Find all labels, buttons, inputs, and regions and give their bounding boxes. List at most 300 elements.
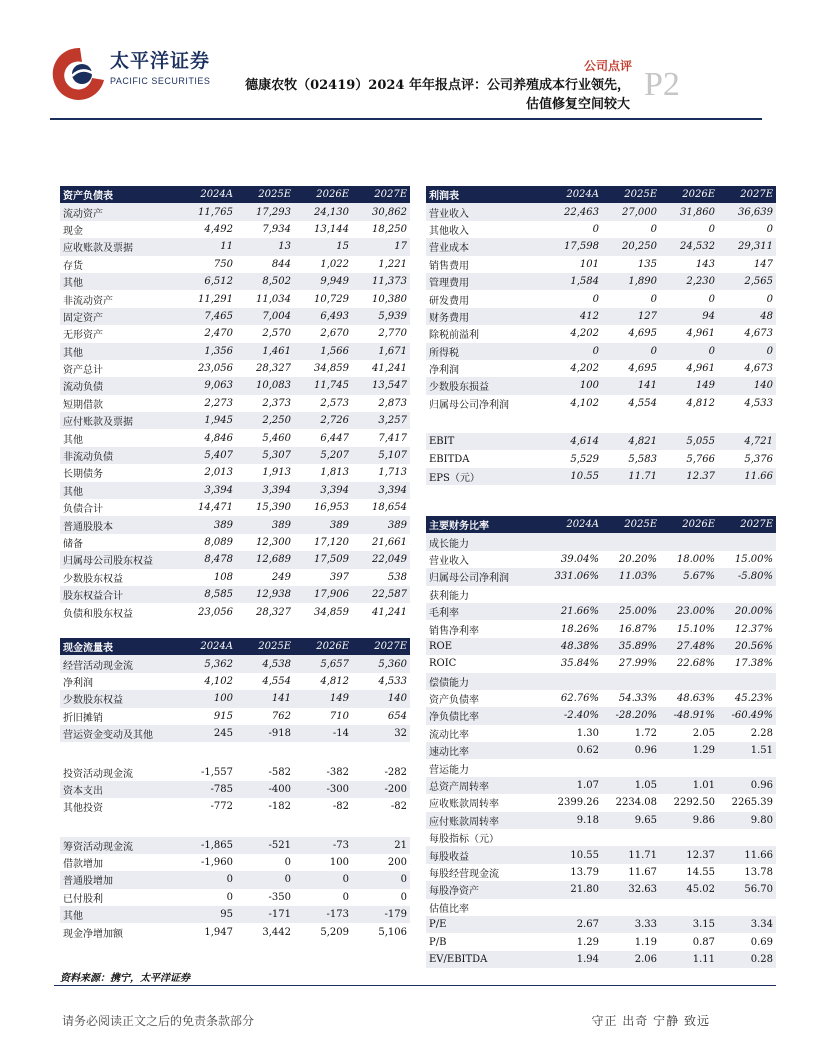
cell-value: 2,770 xyxy=(352,325,410,342)
cell-value: 4,846 xyxy=(178,429,236,446)
row-label: EPS（元） xyxy=(426,468,544,485)
cell-value: 141 xyxy=(602,377,660,394)
cell-value: 10,380 xyxy=(352,290,410,307)
table-row xyxy=(426,846,776,863)
cell-value: 3,394 xyxy=(236,482,294,499)
table-row xyxy=(60,482,410,499)
table-row xyxy=(426,221,776,238)
cell-value: 1,947 xyxy=(178,923,236,940)
cell-value: -179 xyxy=(352,906,410,923)
year-column-header: 2025E xyxy=(236,638,294,655)
cell-value xyxy=(544,533,602,550)
table-row xyxy=(426,603,776,620)
cell-value: 5,376 xyxy=(718,450,776,467)
table-row xyxy=(426,638,776,655)
cell-value: 0 xyxy=(544,221,602,238)
page-number: P2 xyxy=(644,66,680,103)
cell-value: 18.26% xyxy=(544,620,602,637)
table-row xyxy=(426,343,776,360)
row-label: 其他收入 xyxy=(426,221,544,238)
table-row xyxy=(426,759,776,776)
cell-value: 21 xyxy=(352,837,410,854)
cell-value: 0 xyxy=(294,871,352,888)
cell-value: 23,056 xyxy=(178,360,236,377)
cell-value: 11.67 xyxy=(602,864,660,881)
cell-value: 0 xyxy=(660,290,718,307)
cell-value: 0 xyxy=(352,889,410,906)
report-title xyxy=(170,76,630,114)
cell-value xyxy=(718,533,776,550)
table-row xyxy=(60,343,410,360)
cell-value: 1,221 xyxy=(352,256,410,273)
cell-value: 18,250 xyxy=(352,221,410,238)
cell-value xyxy=(544,673,602,690)
cell-value: 2,470 xyxy=(178,325,236,342)
table-row xyxy=(426,620,776,637)
table-row xyxy=(426,568,776,585)
row-label: 资产总计 xyxy=(60,360,178,377)
cell-value: 1,566 xyxy=(294,343,352,360)
cell-value: 17,509 xyxy=(294,551,352,568)
cell-value: 5,055 xyxy=(660,433,718,450)
cell-value: 28,327 xyxy=(236,603,294,620)
table-row xyxy=(426,777,776,794)
row-label: 管理费用 xyxy=(426,273,544,290)
cell-value: 654 xyxy=(352,708,410,725)
year-column-header: 2027E xyxy=(352,638,410,655)
cell-value: 2.67 xyxy=(544,916,602,933)
data-source: 资料来源：携宁，太平洋证券 xyxy=(60,973,190,984)
row-label: 财务费用 xyxy=(426,308,544,325)
row-label: 速动比率 xyxy=(426,742,544,759)
cell-value: 24,130 xyxy=(294,203,352,220)
cell-value: 4,821 xyxy=(602,433,660,450)
row-label: 筹资活动现金流 xyxy=(60,837,178,854)
cell-value: 100 xyxy=(544,377,602,394)
table-header-row xyxy=(426,516,776,533)
cell-value: 4,102 xyxy=(544,395,602,412)
year-column-header: 2027E xyxy=(352,186,410,203)
cell-value: 45.02 xyxy=(660,881,718,898)
cell-value: 15,390 xyxy=(236,499,294,516)
cell-value: 27.48% xyxy=(660,638,718,655)
row-label: 负债和股东权益 xyxy=(60,603,178,620)
source-divider xyxy=(54,985,776,986)
cell-value: 11,745 xyxy=(294,377,352,394)
cell-value: 5,460 xyxy=(236,429,294,446)
cell-value: 8,585 xyxy=(178,586,236,603)
cell-value xyxy=(660,759,718,776)
cell-value: 7,004 xyxy=(236,308,294,325)
cell-value: 5,106 xyxy=(352,923,410,940)
cell-value: 24,532 xyxy=(660,238,718,255)
cell-value: 14.55 xyxy=(660,864,718,881)
cell-value: 127 xyxy=(602,308,660,325)
cell-value: 1,356 xyxy=(178,343,236,360)
cell-value: 12.37 xyxy=(660,846,718,863)
table-row xyxy=(426,673,776,690)
cell-value: 4,202 xyxy=(544,360,602,377)
row-label: 总资产周转率 xyxy=(426,777,544,794)
cell-value xyxy=(718,673,776,690)
cell-value: 22,049 xyxy=(352,551,410,568)
table-header-row xyxy=(60,638,410,655)
year-column-header: 2027E xyxy=(718,516,776,533)
cell-value: 140 xyxy=(352,690,410,707)
cell-value: 6,447 xyxy=(294,429,352,446)
row-label: 所得税 xyxy=(426,343,544,360)
table-row xyxy=(60,447,410,464)
title-line-2: 估值修复空间较大 xyxy=(525,97,630,112)
cell-value: 1.72 xyxy=(602,725,660,742)
cell-value: 2,230 xyxy=(660,273,718,290)
row-label: 流动资产 xyxy=(60,203,178,220)
table-row xyxy=(426,690,776,707)
row-label: 净利润 xyxy=(60,673,178,690)
cell-value: 100 xyxy=(294,854,352,871)
cell-value: 5,583 xyxy=(602,450,660,467)
table-row xyxy=(426,551,776,568)
year-column-header: 2025E xyxy=(602,516,660,533)
cell-value: 5,657 xyxy=(294,655,352,672)
cell-value: 1,584 xyxy=(544,273,602,290)
cell-value: 8,089 xyxy=(178,534,236,551)
cell-value: -400 xyxy=(236,781,294,798)
cell-value: 6,512 xyxy=(178,273,236,290)
table-row xyxy=(60,534,410,551)
cell-value: 4,202 xyxy=(544,325,602,342)
cell-value: 48.38% xyxy=(544,638,602,655)
cell-value: 23.00% xyxy=(660,603,718,620)
row-label: 现金净增加额 xyxy=(60,923,178,940)
year-column-header: 2026E xyxy=(294,638,352,655)
cell-value: 1.30 xyxy=(544,725,602,742)
year-column-header: 2025E xyxy=(236,186,294,203)
cell-value: 1.29 xyxy=(660,742,718,759)
cell-value: 2,670 xyxy=(294,325,352,342)
table-row xyxy=(60,499,410,516)
row-label: EBITDA xyxy=(426,450,544,467)
row-label: 其他 xyxy=(60,273,178,290)
row-label: 少数股东损益 xyxy=(426,377,544,394)
spacer-row xyxy=(60,816,410,837)
cell-value: 0 xyxy=(602,221,660,238)
cell-value: 20,250 xyxy=(602,238,660,255)
cell-value: 397 xyxy=(294,569,352,586)
cell-value: 12,689 xyxy=(236,551,294,568)
table-row xyxy=(426,256,776,273)
table-row xyxy=(426,794,776,811)
cell-value: 1,890 xyxy=(602,273,660,290)
table-row xyxy=(426,468,776,485)
cell-value: 2,873 xyxy=(352,395,410,412)
cell-value: 389 xyxy=(294,516,352,533)
cell-value: 9.65 xyxy=(602,812,660,829)
table-row xyxy=(60,290,410,307)
cell-value: 5,207 xyxy=(294,447,352,464)
table-row xyxy=(426,238,776,255)
cell-value: 5,362 xyxy=(178,655,236,672)
cell-value: 23,056 xyxy=(178,603,236,620)
cell-value: -73 xyxy=(294,837,352,854)
cell-value: 5,360 xyxy=(352,655,410,672)
cell-value: 10,083 xyxy=(236,377,294,394)
table-row xyxy=(426,864,776,881)
cell-value: 13,547 xyxy=(352,377,410,394)
cell-value: 9.18 xyxy=(544,812,602,829)
row-label: 除税前溢利 xyxy=(426,325,544,342)
row-label: 销售净利率 xyxy=(426,620,544,637)
cell-value: 0 xyxy=(602,343,660,360)
company-motto: 守正 出奇 宁静 致远 xyxy=(591,1014,710,1028)
table-title: 主要财务比率 xyxy=(426,516,544,533)
cell-value: 17,598 xyxy=(544,238,602,255)
row-label: 其他 xyxy=(60,429,178,446)
row-label: 其他 xyxy=(60,343,178,360)
cell-value: 3,394 xyxy=(294,482,352,499)
cell-value: 48.63% xyxy=(660,690,718,707)
table-row xyxy=(60,781,410,798)
cell-value: 2265.39 xyxy=(718,794,776,811)
table-row xyxy=(60,673,410,690)
cell-value: 0 xyxy=(178,889,236,906)
cell-value xyxy=(718,829,776,846)
cell-value: 2,570 xyxy=(236,325,294,342)
table-row xyxy=(60,256,410,273)
row-label: 其他投资 xyxy=(60,798,178,815)
logo-text-cn: 太平洋证券 xyxy=(110,50,211,72)
cell-value: 3,394 xyxy=(178,482,236,499)
row-label: 流动负债 xyxy=(60,377,178,394)
cell-value: 2,565 xyxy=(718,273,776,290)
cell-value: -5.80% xyxy=(718,568,776,585)
table-row xyxy=(426,360,776,377)
cell-value: 62.76% xyxy=(544,690,602,707)
cell-value: 0 xyxy=(236,854,294,871)
cell-value: 11 xyxy=(178,238,236,255)
cell-value: 0 xyxy=(718,290,776,307)
year-column-header: 2026E xyxy=(294,186,352,203)
disclaimer-note: 请务必阅读正文之后的免责条款部分 xyxy=(62,1014,255,1028)
cell-value: 13.79 xyxy=(544,864,602,881)
cell-value: 0 xyxy=(544,290,602,307)
cell-value: 4,492 xyxy=(178,221,236,238)
spacer-row xyxy=(426,412,776,433)
table-row xyxy=(426,916,776,933)
year-column-header: 2026E xyxy=(660,516,718,533)
cell-value: 2,373 xyxy=(236,395,294,412)
table-row xyxy=(426,725,776,742)
cell-value xyxy=(660,829,718,846)
row-label: 净利润 xyxy=(426,360,544,377)
row-label: 少数股东权益 xyxy=(60,569,178,586)
row-label: 固定资产 xyxy=(60,308,178,325)
table-row xyxy=(60,516,410,533)
financial-ratios-table xyxy=(426,516,776,968)
row-label: 应付账款及票据 xyxy=(60,412,178,429)
cell-value: 4,961 xyxy=(660,325,718,342)
cell-value: 149 xyxy=(660,377,718,394)
cell-value xyxy=(660,586,718,603)
cell-value: 17,293 xyxy=(236,203,294,220)
cell-value: 135 xyxy=(602,256,660,273)
row-label: 其他 xyxy=(60,482,178,499)
cell-value: 48 xyxy=(718,308,776,325)
year-column-header: 2025E xyxy=(602,186,660,203)
cell-value xyxy=(718,586,776,603)
cell-value: 1,022 xyxy=(294,256,352,273)
cell-value: 9.86 xyxy=(660,812,718,829)
cell-value: 710 xyxy=(294,708,352,725)
cell-value: 15.00% xyxy=(718,551,776,568)
row-label: 存货 xyxy=(60,256,178,273)
year-column-header: 2024A xyxy=(544,516,602,533)
table-header-row xyxy=(426,186,776,203)
cell-value: 4,812 xyxy=(660,395,718,412)
row-label: 应付账款周转率 xyxy=(426,812,544,829)
cell-value: 1.07 xyxy=(544,777,602,794)
row-label: EBIT xyxy=(426,433,544,450)
cell-value: 32.63 xyxy=(602,881,660,898)
row-label: 营业收入 xyxy=(426,551,544,568)
table-row xyxy=(60,690,410,707)
table-row xyxy=(60,906,410,923)
row-label: 每股收益 xyxy=(426,846,544,863)
income-statement-table xyxy=(426,186,776,485)
cell-value: 11,291 xyxy=(178,290,236,307)
cell-value: 1.05 xyxy=(602,777,660,794)
cell-value xyxy=(544,759,602,776)
table-row xyxy=(60,569,410,586)
cell-value: 0.62 xyxy=(544,742,602,759)
cell-value: 13,144 xyxy=(294,221,352,238)
table-row xyxy=(426,742,776,759)
row-label: 无形资产 xyxy=(60,325,178,342)
cell-value: 18.00% xyxy=(660,551,718,568)
cell-value: 12.37 xyxy=(660,468,718,485)
cell-value: 1,813 xyxy=(294,464,352,481)
row-label: 资产负债率 xyxy=(426,690,544,707)
spacer-row xyxy=(60,742,410,763)
row-label: 股东权益合计 xyxy=(60,586,178,603)
row-label: 非流动负债 xyxy=(60,447,178,464)
cell-value: 0 xyxy=(718,221,776,238)
cell-value: 0 xyxy=(352,871,410,888)
cell-value: 143 xyxy=(660,256,718,273)
cell-value: 1,945 xyxy=(178,412,236,429)
cell-value: 21.66% xyxy=(544,603,602,620)
cell-value: -350 xyxy=(236,889,294,906)
cell-value: 2,726 xyxy=(294,412,352,429)
row-label: 归属母公司净利润 xyxy=(426,568,544,585)
cell-value: 22,463 xyxy=(544,203,602,220)
cell-value: 5,939 xyxy=(352,308,410,325)
row-label: 应收账款周转率 xyxy=(426,794,544,811)
cell-value xyxy=(718,759,776,776)
cell-value: 35.89% xyxy=(602,638,660,655)
cell-value: 5,766 xyxy=(660,450,718,467)
cell-value: 12,938 xyxy=(236,586,294,603)
cell-value: 0 xyxy=(718,343,776,360)
row-label: 偿债能力 xyxy=(426,673,544,690)
cell-value: 10,729 xyxy=(294,290,352,307)
table-row xyxy=(60,395,410,412)
cell-value: 4,102 xyxy=(178,673,236,690)
cell-value: 17,120 xyxy=(294,534,352,551)
cell-value: 25.00% xyxy=(602,603,660,620)
cell-value: 54.33% xyxy=(602,690,660,707)
cell-value: 0 xyxy=(544,343,602,360)
table-row xyxy=(60,360,410,377)
cell-value: 4,614 xyxy=(544,433,602,450)
cell-value: 0.96 xyxy=(718,777,776,794)
table-title: 利润表 xyxy=(426,186,544,203)
cell-value: 35.84% xyxy=(544,655,602,672)
cell-value: -2.40% xyxy=(544,707,602,724)
cell-value: 1.19 xyxy=(602,933,660,950)
cell-value: 5,307 xyxy=(236,447,294,464)
row-label: 每股指标（元） xyxy=(426,829,544,846)
cell-value: 7,934 xyxy=(236,221,294,238)
cell-value: -918 xyxy=(236,725,294,742)
row-label: 营运资金变动及其他 xyxy=(60,725,178,742)
cell-value: 94 xyxy=(660,308,718,325)
cell-value: 0.87 xyxy=(660,933,718,950)
cell-value: 4,538 xyxy=(236,655,294,672)
cell-value: 1.01 xyxy=(660,777,718,794)
cell-value: 389 xyxy=(352,516,410,533)
cell-value: 0 xyxy=(602,290,660,307)
row-label: 每股经营现金流 xyxy=(426,864,544,881)
cell-value: 28,327 xyxy=(236,360,294,377)
table-row xyxy=(60,837,410,854)
row-label: 净负债比率 xyxy=(426,707,544,724)
row-label: 毛利率 xyxy=(426,603,544,620)
cell-value: 4,673 xyxy=(718,325,776,342)
cell-value xyxy=(602,673,660,690)
cell-value: 32 xyxy=(352,725,410,742)
cell-value xyxy=(718,899,776,916)
cell-value xyxy=(544,586,602,603)
row-label: 估值比率 xyxy=(426,899,544,916)
row-label: 负债合计 xyxy=(60,499,178,516)
cell-value: 31,860 xyxy=(660,203,718,220)
cell-value: 18,654 xyxy=(352,499,410,516)
cell-value: 34,859 xyxy=(294,603,352,620)
cell-value: 9,949 xyxy=(294,273,352,290)
table-row xyxy=(60,273,410,290)
header-divider xyxy=(50,118,762,120)
cell-value: 0 xyxy=(294,889,352,906)
row-label: 经营活动现金流 xyxy=(60,655,178,672)
cell-value: 1,913 xyxy=(236,464,294,481)
row-label: 每股净资产 xyxy=(426,881,544,898)
table-row xyxy=(426,450,776,467)
year-column-header: 2026E xyxy=(660,186,718,203)
table-row xyxy=(60,551,410,568)
table-row xyxy=(60,325,410,342)
cell-value: 11.66 xyxy=(718,846,776,863)
table-row xyxy=(60,708,410,725)
cell-value: 13 xyxy=(236,238,294,255)
cell-value: 2234.08 xyxy=(602,794,660,811)
table-row xyxy=(426,395,776,412)
table-row xyxy=(60,429,410,446)
table-row xyxy=(60,798,410,815)
cell-value: 15 xyxy=(294,238,352,255)
cell-value: 21,661 xyxy=(352,534,410,551)
cell-value: 10.55 xyxy=(544,468,602,485)
